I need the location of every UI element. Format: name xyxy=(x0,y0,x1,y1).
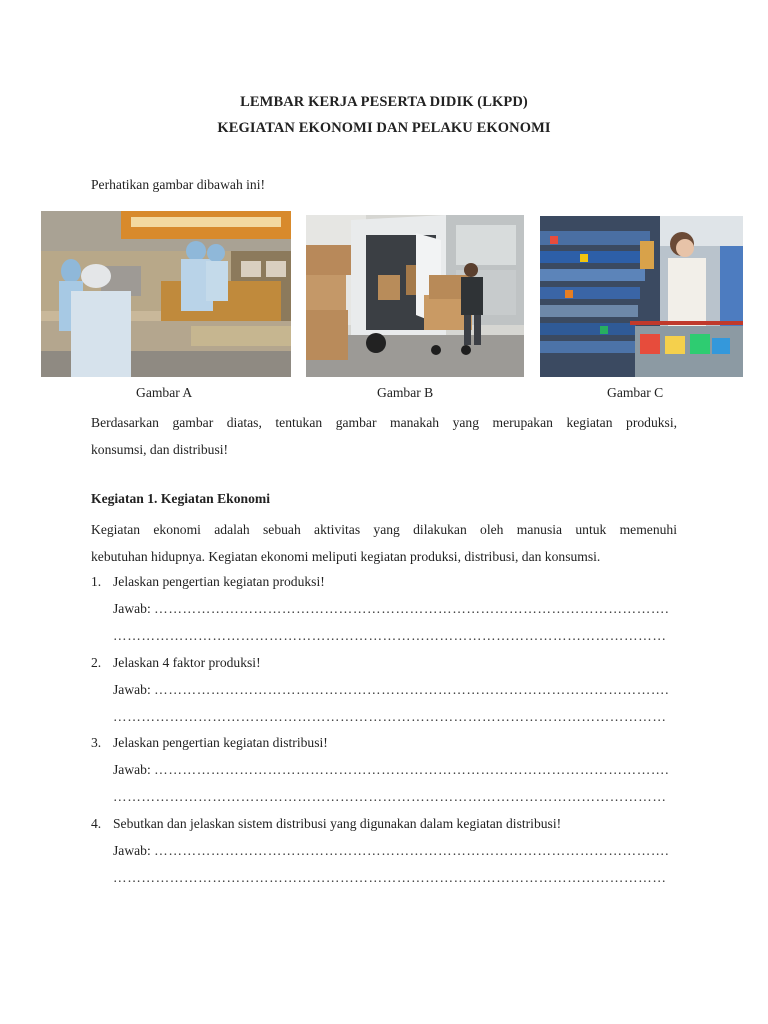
instruction-paragraph xyxy=(91,410,677,463)
figure-c-image xyxy=(540,216,743,377)
instruction-line-1: Berdasarkan gambar diatas, tentukan gambar manakah yang merupakan kegiatan produksi, xyxy=(91,415,677,430)
answer-dots: ………………………………………………………………………………………………. xyxy=(154,682,670,697)
caption-gambar-b: Gambar B xyxy=(377,385,434,400)
section-paragraph-line-1: Kegiatan ekonomi adalah sebuah aktivitas yang dilakukan oleh manusia untuk memenuhi xyxy=(91,522,677,537)
question-text: Sebutkan dan jelaskan sistem distribusi yang digunakan dalam kegiatan distribusi! xyxy=(113,816,562,831)
title-line-2: KEGIATAN EKONOMI DAN PELAKU EKONOMI xyxy=(217,120,551,136)
answer-dots-line-2[interactable]: ……………………………………………………………………………………………………… xyxy=(113,870,667,885)
question-number: 3. xyxy=(91,735,102,750)
question-text: Jelaskan pengertian kegiatan produksi! xyxy=(113,574,325,589)
question-number: 4. xyxy=(91,816,102,831)
answer-dots: ………………………………………………………………………………………………. xyxy=(154,843,670,858)
question-number: 1. xyxy=(91,574,102,589)
question-text: Jelaskan pengertian kegiatan distribusi! xyxy=(113,735,328,750)
answer-label: Jawab: xyxy=(113,682,155,697)
title-line-1: LEMBAR KERJA PESERTA DIDIK (LKPD) xyxy=(240,94,528,110)
figure-a-image xyxy=(41,211,295,377)
figure-b-image xyxy=(306,215,524,377)
caption-gambar-c: Gambar C xyxy=(607,385,664,400)
instruction-line-2: konsumsi, dan distribusi! xyxy=(91,441,229,457)
section-paragraph xyxy=(91,517,677,570)
answer-dots-line-2[interactable]: ……………………………………………………………………………………………………… xyxy=(113,628,667,643)
answer-label: Jawab: xyxy=(113,601,155,616)
answer-line[interactable] xyxy=(113,843,675,859)
answer-dots: ………………………………………………………………………………………………. xyxy=(154,762,670,777)
question-number: 2. xyxy=(91,655,102,670)
section-heading: Kegiatan 1. Kegiatan Ekonomi xyxy=(91,491,270,506)
intro-text: Perhatikan gambar dibawah ini! xyxy=(91,177,266,192)
answer-dots-line-2[interactable]: ……………………………………………………………………………………………………… xyxy=(113,709,667,724)
answer-label: Jawab: xyxy=(113,843,155,858)
answer-label: Jawab: xyxy=(113,762,155,777)
answer-line[interactable] xyxy=(113,601,675,617)
question-text: Jelaskan 4 faktor produksi! xyxy=(113,655,261,670)
figure-row xyxy=(0,210,768,380)
answer-line[interactable] xyxy=(113,682,675,698)
caption-gambar-a: Gambar A xyxy=(136,385,193,400)
answer-dots-line-2[interactable]: ……………………………………………………………………………………………………… xyxy=(113,789,667,804)
answer-dots: ………………………………………………………………………………………………. xyxy=(154,601,670,616)
section-paragraph-line-2: kebutuhan hidupnya. Kegiatan ekonomi meliputi kegiatan produksi, distribusi, dan konsumsi. xyxy=(91,548,601,564)
answer-line[interactable] xyxy=(113,762,675,778)
